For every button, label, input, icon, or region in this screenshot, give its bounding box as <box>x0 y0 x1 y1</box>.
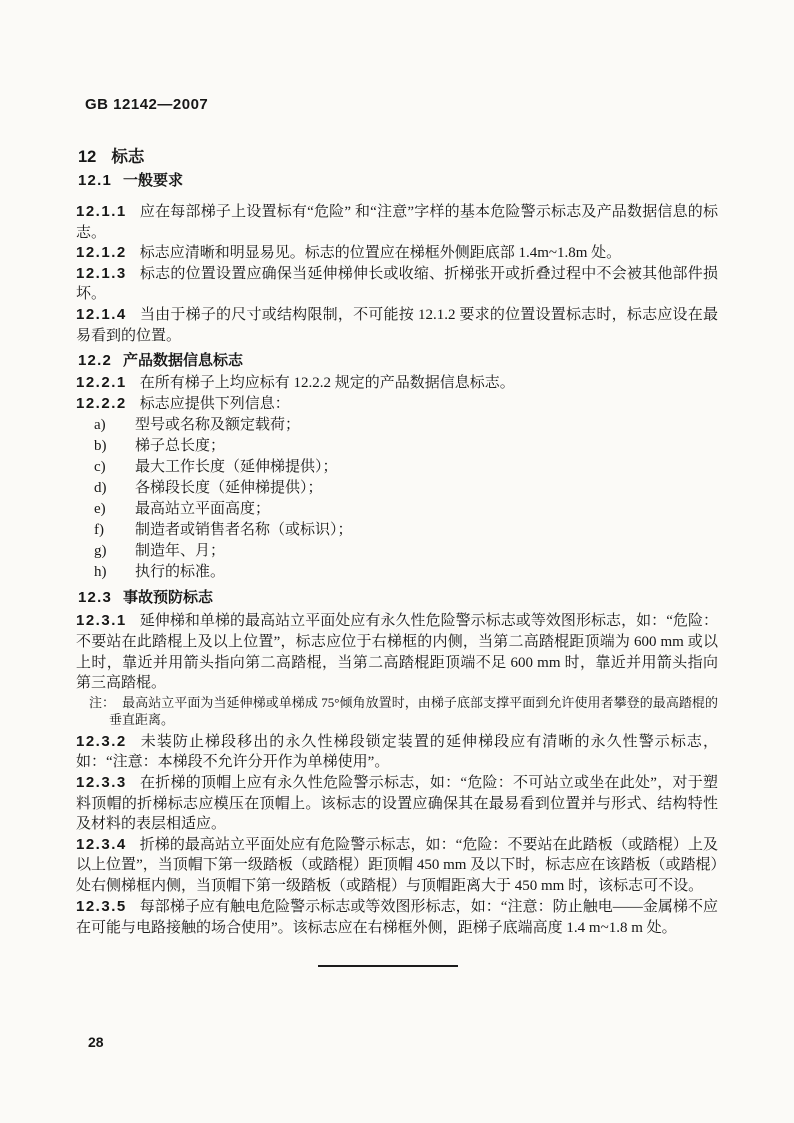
note-text: 最高站立平面为当延伸梯或单梯成 75°倾角放置时，由梯子底部支撑平面到允许使用者攀登的最高踏棍的垂直距离。 <box>109 694 718 727</box>
clause-12-3-2 <box>76 732 718 773</box>
clause-number: 12.1.4 <box>76 305 127 323</box>
list-item-f <box>76 520 718 541</box>
clause-number: 12.3.3 <box>76 773 127 791</box>
section-heading-12-2 <box>78 353 718 369</box>
list-item-text: 制造年、月； <box>135 543 226 560</box>
clause-number: 12.3.4 <box>76 835 127 853</box>
list-item-text: 梯子总长度； <box>135 438 226 455</box>
list-item-text: 型号或名称及额定载荷； <box>135 417 301 434</box>
note-label: 注： <box>89 694 116 710</box>
list-item-text: 最大工作长度（延伸梯提供）； <box>135 459 338 476</box>
section-heading-12-3 <box>78 590 718 606</box>
list-marker: f) <box>94 522 104 539</box>
clause-12-3-4 <box>76 835 718 897</box>
chapter-heading <box>78 148 718 166</box>
clause-text: 在所有梯子上均应标有 12.2.2 规定的产品数据信息标志。 <box>139 375 515 392</box>
list-item-a <box>76 415 718 436</box>
section-title: 产品数据信息标志 <box>123 352 244 370</box>
standard-number: GB 12142—2007 <box>85 96 209 113</box>
clause-number: 12.2.1 <box>76 374 127 392</box>
clause-text: 在折梯的顶帽上应有永久性危险警示标志，如：“危险：不可站立或坐在此处”，对于塑料顶帽的折梯标志应模压在顶帽上。该标志的设置应确保其在最易看到位置并与形式、结构特性及材料的表层相适应。 <box>76 774 718 833</box>
page-number: 28 <box>88 1034 104 1050</box>
end-of-text-rule <box>318 965 458 967</box>
list-marker: h) <box>94 564 107 581</box>
list-item-c <box>76 457 718 478</box>
clause-number: 12.3.5 <box>76 898 127 916</box>
clause-12-3-1 <box>76 611 718 693</box>
clause-12-1-1 <box>76 202 718 243</box>
chapter-title: 标志 <box>111 148 145 166</box>
clause-12-3-5 <box>76 897 718 938</box>
clause-text: 每部梯子应有触电危险警示标志或等效图形标志，如：“注意：防止触电——金属梯不应在可能与电路接触的场合使用”。该标志应在右梯框外侧，距梯子底端高度 1.4 m~1.8 m 处。 <box>76 899 718 937</box>
clause-12-1-4 <box>76 305 718 346</box>
list-item-text: 各梯段长度（延伸梯提供）； <box>135 480 323 497</box>
clause-number: 12.1.3 <box>76 264 127 282</box>
clause-12-1-2 <box>76 243 718 264</box>
section-title: 事故预防标志 <box>123 589 214 607</box>
clause-number: 12.1.2 <box>76 244 127 262</box>
list-item-text: 最高站立平面高度； <box>135 501 271 518</box>
list-item-d <box>76 478 718 499</box>
clause-number: 12.3.2 <box>76 732 127 750</box>
clause-text: 标志应清晰和明显易见。标志的位置应在梯框外侧距底部 1.4m~1.8m 处。 <box>139 245 622 262</box>
clause-12-1-3 <box>76 264 718 305</box>
note-highest-standing-level <box>76 694 718 728</box>
list-marker: d) <box>94 480 107 497</box>
list-marker: g) <box>94 543 107 560</box>
section-heading-12-1 <box>78 173 718 189</box>
clause-number: 12.2.2 <box>76 394 127 412</box>
clause-text: 标志的位置设置应确保当延伸梯伸长或收缩、折梯张开或折叠过程中不会被其他部件损坏。 <box>76 265 718 303</box>
section-number: 12.1 <box>78 172 112 189</box>
clause-text: 当由于梯子的尺寸或结构限制，不可能按 12.1.2 要求的位置设置标志时，标志应设在最易看到的位置。 <box>76 306 718 344</box>
chapter-number: 12 <box>78 148 97 166</box>
clause-text: 折梯的最高站立平面处应有危险警示标志，如：“危险：不要站在此踏板（或踏棍）上及以上位置”，当顶帽下第一级踏板（或踏棍）距顶帽 450 mm 及以下时，标志应在该踏板（或踏棍）处右侧梯框内侧，当顶帽下第一级踏板（或踏棍）与顶帽距离大于 450 mm 时，该标志可不设。 <box>76 836 718 894</box>
clause-text: 标志应提供下列信息： <box>139 395 290 412</box>
list-item-text: 制造者或销售者名称（或标识）； <box>135 522 353 539</box>
list-marker: a) <box>94 417 106 434</box>
list-item-h <box>76 562 718 583</box>
list-item-g <box>76 541 718 562</box>
product-info-list <box>76 415 718 583</box>
list-marker: e) <box>94 501 106 518</box>
section-number: 12.2 <box>78 352 112 370</box>
clause-text: 未装防止梯段移出的永久性梯段锁定装置的延伸梯段应有清晰的永久性警示标志，如：“注意：本梯段不允许分开作为单梯使用”。 <box>76 733 718 771</box>
clause-text: 延伸梯和单梯的最高站立平面处应有永久性危险警示标志或等效图形标志，如：“危险：不要站在此踏棍上及以上位置”，标志应位于右梯框的内侧，当第二高踏棍距顶端为 600 mm 或以上时，靠近并用箭头指向第二高踏棍，当第二高踏棍距顶端不足 600 mm 时，靠近并用箭头指向第三高踏棍。 <box>76 613 718 692</box>
clause-number: 12.3.1 <box>76 612 127 630</box>
list-marker: c) <box>94 459 106 476</box>
clause-12-3-3 <box>76 773 718 835</box>
clause-12-2-2 <box>76 394 718 415</box>
clause-text: 应在每部梯子上设置标有“危险” 和“注意”字样的基本危险警示标志及产品数据信息的标志。 <box>76 204 718 241</box>
clause-12-2-1 <box>76 373 718 394</box>
list-item-text: 执行的标准。 <box>135 564 226 581</box>
section-title: 一般要求 <box>123 172 184 189</box>
list-item-e <box>76 499 718 520</box>
list-marker: b) <box>94 438 107 455</box>
section-number: 12.3 <box>78 589 112 607</box>
clause-number: 12.1.1 <box>76 203 127 220</box>
list-item-b <box>76 436 718 457</box>
